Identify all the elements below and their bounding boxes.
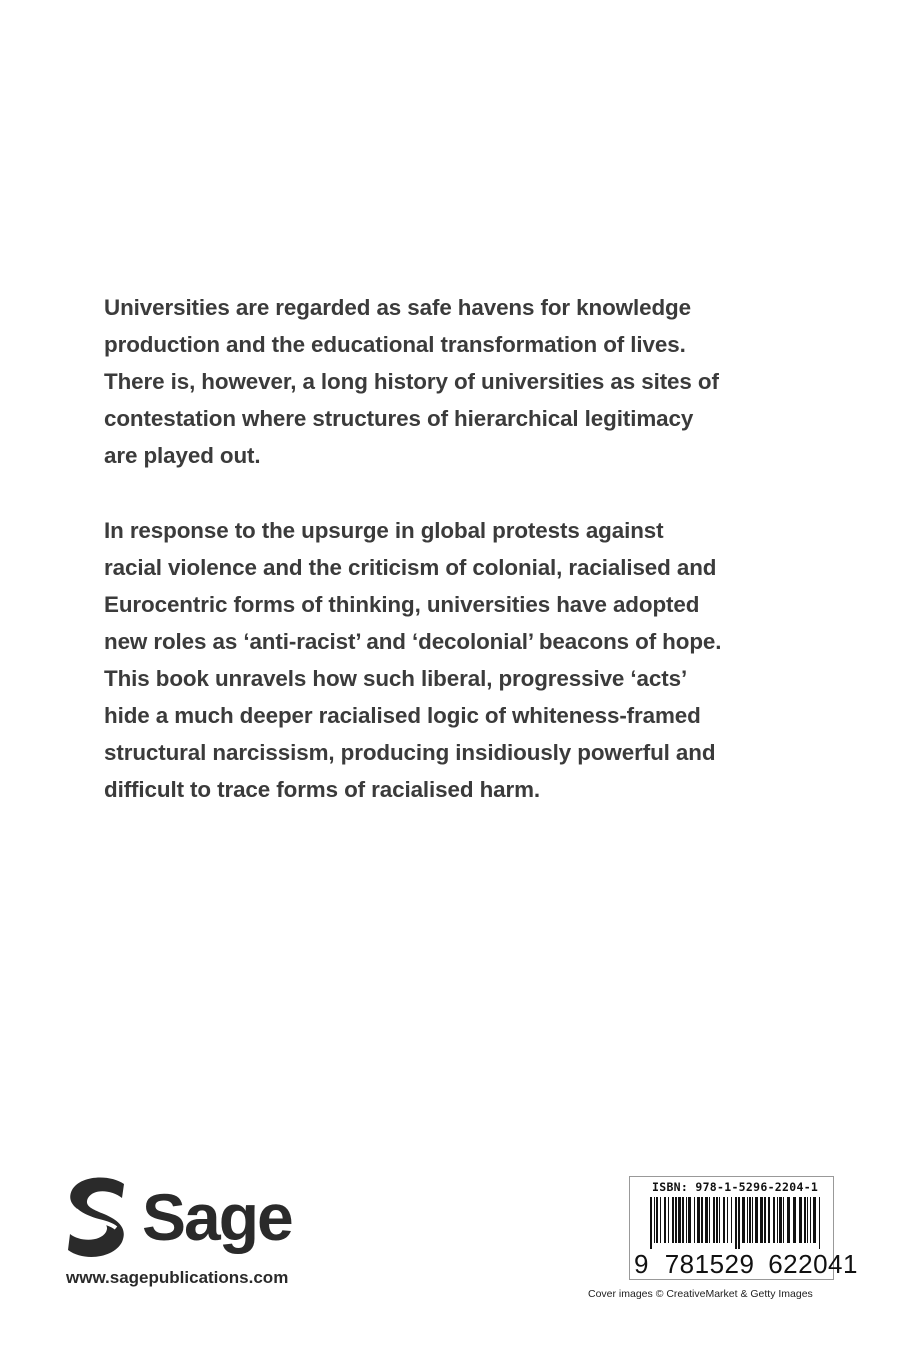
blurb-line: contestation where structures of hierarchical legitimacy	[104, 406, 694, 431]
barcode-bar	[697, 1197, 700, 1243]
barcode-digits-left: 781529	[664, 1249, 755, 1279]
barcode-bar	[694, 1197, 695, 1243]
blurb-paragraph-1	[104, 289, 864, 474]
barcode-bar	[719, 1197, 720, 1243]
blurb-line: difficult to trace forms of racialised harm.	[104, 777, 541, 802]
barcode-bar	[749, 1197, 751, 1243]
blurb-line: In response to the upsurge in global protests against	[104, 518, 664, 543]
barcode-bar	[731, 1197, 732, 1243]
barcode-bar	[810, 1197, 811, 1243]
barcode-bar	[760, 1197, 763, 1243]
barcode-bar	[668, 1197, 669, 1243]
blurb-line: Eurocentric forms of thinking, universities have adopted	[104, 592, 700, 617]
sage-logo	[66, 1176, 292, 1258]
barcode-bar	[688, 1197, 691, 1243]
barcode-bar	[654, 1197, 655, 1243]
barcode-bar	[672, 1197, 674, 1243]
barcode-bar	[735, 1197, 737, 1249]
barcode-bar	[764, 1197, 766, 1243]
blurb-line: This book unravels how such liberal, progressive ‘acts’	[104, 666, 688, 691]
barcode-bar	[686, 1197, 687, 1243]
barcode-bars	[650, 1197, 822, 1249]
barcode-bar	[727, 1197, 728, 1243]
barcode-bar	[819, 1197, 820, 1249]
cover-image-credit: Cover images © CreativeMarket & Getty Images	[588, 1288, 813, 1300]
barcode-bar	[682, 1197, 684, 1243]
barcode-bar	[709, 1197, 710, 1243]
barcode-bar	[742, 1197, 745, 1243]
isbn-barcode	[629, 1176, 858, 1280]
barcode-digits	[634, 1251, 858, 1277]
barcode-bar	[807, 1197, 808, 1243]
barcode-bar	[660, 1197, 661, 1243]
barcode-bar	[716, 1197, 718, 1243]
blurb-line: racial violence and the criticism of colonial, racialised and	[104, 555, 717, 580]
barcode-bar	[738, 1197, 740, 1249]
barcode-bar	[793, 1197, 796, 1243]
blurb-line: There is, however, a long history of universities as sites of	[104, 369, 719, 394]
blurb-line: are played out.	[104, 443, 261, 468]
barcode-bar	[773, 1197, 775, 1243]
barcode-bar	[713, 1197, 715, 1243]
barcode-bar	[799, 1197, 802, 1243]
barcode-digits-right: 622041	[768, 1249, 858, 1279]
barcode-bar	[813, 1197, 816, 1243]
barcode-bar	[787, 1197, 790, 1243]
barcode-bar	[678, 1197, 681, 1243]
barcode-bar	[783, 1197, 784, 1243]
blurb-line: hide a much deeper racialised logic of whiteness-framed	[104, 703, 701, 728]
barcode-bar	[705, 1197, 708, 1243]
barcode-bar	[768, 1197, 770, 1243]
isbn-label: ISBN: 978-1-5296-2204-1	[652, 1180, 819, 1194]
barcode-bar	[675, 1197, 677, 1243]
barcode-bar	[723, 1197, 725, 1243]
blurb-line: new roles as ‘anti-racist’ and ‘decolonial’ beacons of hope.	[104, 629, 722, 654]
barcode-bar	[755, 1197, 758, 1243]
logo-wordmark: Sage	[142, 1180, 292, 1254]
barcode-bar	[664, 1197, 666, 1243]
blurb-paragraph-2	[104, 512, 864, 808]
barcode-bar	[804, 1197, 806, 1243]
barcode-digit-first: 9	[634, 1249, 649, 1279]
blurb-line: structural narcissism, producing insidiously powerful and	[104, 740, 716, 765]
barcode-bar	[777, 1197, 778, 1243]
blurb-line: production and the educational transformation of lives.	[104, 332, 686, 357]
barcode-bar	[779, 1197, 782, 1243]
barcode-bar	[752, 1197, 753, 1243]
barcode-bar	[650, 1197, 652, 1249]
barcode-bar	[747, 1197, 748, 1243]
barcode-bar	[701, 1197, 703, 1243]
sage-s-icon	[66, 1176, 128, 1258]
publisher-url[interactable]: www.sagepublications.com	[66, 1268, 289, 1287]
barcode-bar	[656, 1197, 658, 1243]
blurb-line: Universities are regarded as safe havens for knowledge	[104, 295, 691, 320]
